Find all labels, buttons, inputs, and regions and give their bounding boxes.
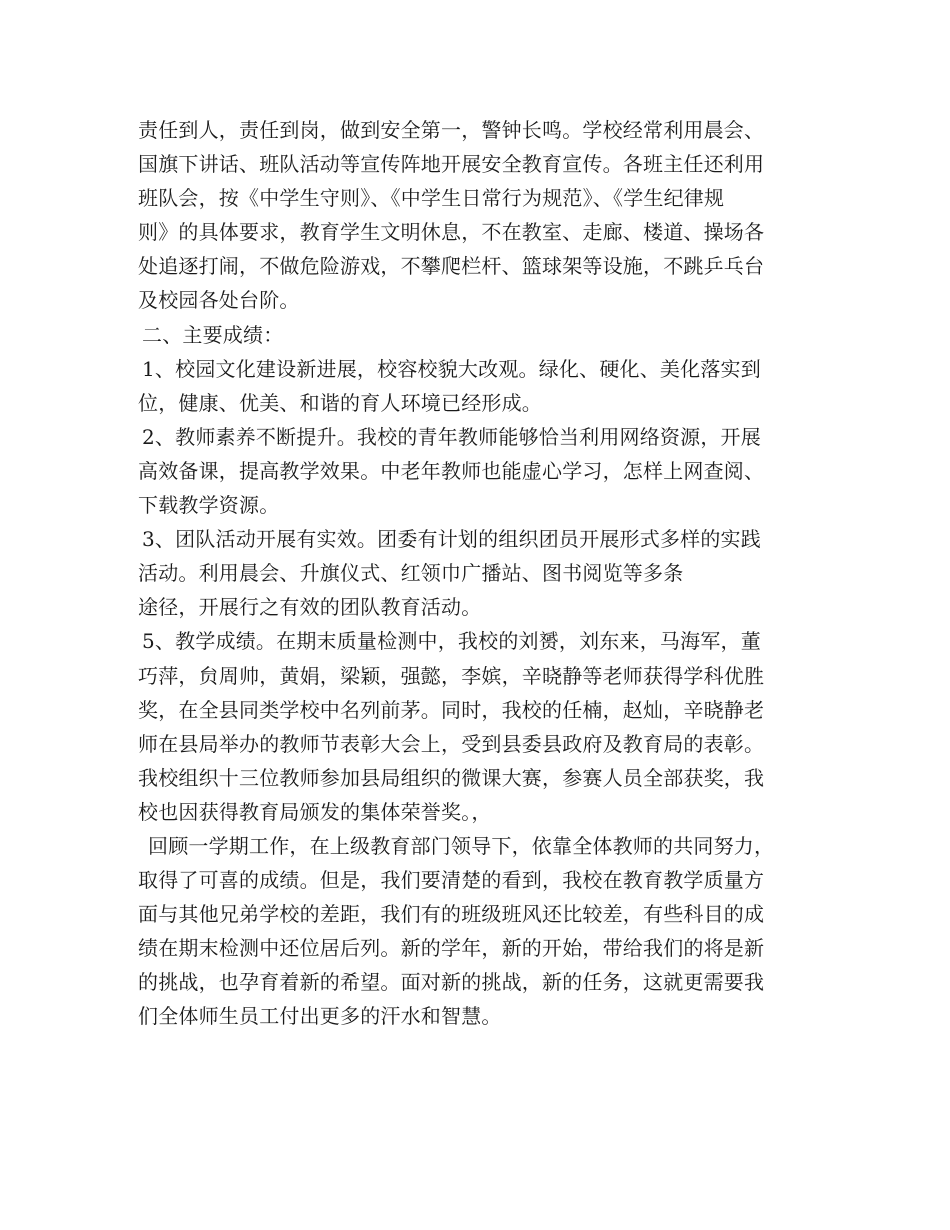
text-line: 面与其他兄弟学校的差距，我们有的班级班风还比较差，有些科目的成 — [138, 902, 765, 927]
text-line: 巧萍，贠周帅，黄娟，梁颖，强懿，李嫔，辛晓静等老师获得学科优胜 — [138, 663, 765, 688]
document-body — [138, 113, 838, 1034]
text-line: 我校组织十三位教师参加县局组织的微课大赛，参赛人员全部获奖，我 — [138, 765, 765, 790]
section-heading: 二、主要成绩： — [142, 322, 284, 347]
text-line: 高效备课，提高教学效果。中老年教师也能虚心学习，怎样上网查阅、 — [138, 458, 765, 483]
text-line: 国旗下讲话、班队活动等宣传阵地开展安全教育宣传。各班主任还利用 — [138, 152, 765, 177]
text-line: 3、团队活动开展有实效。团委有计划的组织团员开展形式多样的实践 — [142, 527, 761, 552]
text-line: 下载教学资源。 — [138, 493, 280, 518]
text-line: 绩在期末检测中还位居后列。新的学年，新的开始，带给我们的将是新 — [138, 936, 765, 961]
text-line: 途径，开展行之有效的团队教育活动。 — [138, 595, 482, 620]
text-line: 班队会，按《中学生守则》、《中学生日常行为规范》、《学生纪律规 — [138, 186, 725, 211]
text-line: 的挑战，也孕育着新的希望。面对新的挑战，新的任务，这就更需要我 — [138, 970, 765, 995]
text-line: 则》的具体要求，教育学生文明休息，不在教室、走廊、楼道、操场各 — [138, 220, 765, 245]
text-line: 1、校园文化建设新进展，校容校貌大改观。绿化、硬化、美化落实到 — [142, 356, 761, 381]
text-line: 5、教学成绩。在期末质量检测中，我校的刘赟，刘东来，马海军，董 — [142, 629, 761, 654]
text-line: 师在县局举办的教师节表彰大会上，受到县委县政府及教育局的表彰。 — [138, 731, 765, 756]
text-line: 位，健康、优美、和谐的育人环境已经形成。 — [138, 390, 542, 415]
text-line: 们全体师生员工付出更多的汗水和智慧。 — [138, 1004, 502, 1029]
text-line: 校也因获得教育局颁发的集体荣誉奖。， — [138, 799, 492, 824]
text-line: 处追逐打闹，不做危险游戏，不攀爬栏杆、篮球架等设施，不跳乒乓台 — [138, 254, 765, 279]
text-line: 2、教师素养不断提升。我校的青年教师能够恰当利用网络资源，开展 — [142, 424, 761, 449]
text-line: 奖，在全县同类学校中名列前茅。同时，我校的任楠，赵灿，辛晓静老 — [138, 697, 765, 722]
text-line: 取得了可喜的成绩。但是，我们要清楚的看到，我校在教育教学质量方 — [138, 868, 765, 893]
text-line: 及校园各处台阶。 — [138, 288, 300, 313]
text-line: 责任到人，责任到岗，做到安全第一，警钟长鸣。学校经常利用晨会、 — [138, 118, 765, 142]
text-line: 回顾一学期工作，在上级教育部门领导下，依靠全体教师的共同努力， — [148, 833, 775, 858]
text-line: 活动。利用晨会、升旗仪式、红领巾广播站、图书阅览等多条 — [138, 561, 684, 586]
